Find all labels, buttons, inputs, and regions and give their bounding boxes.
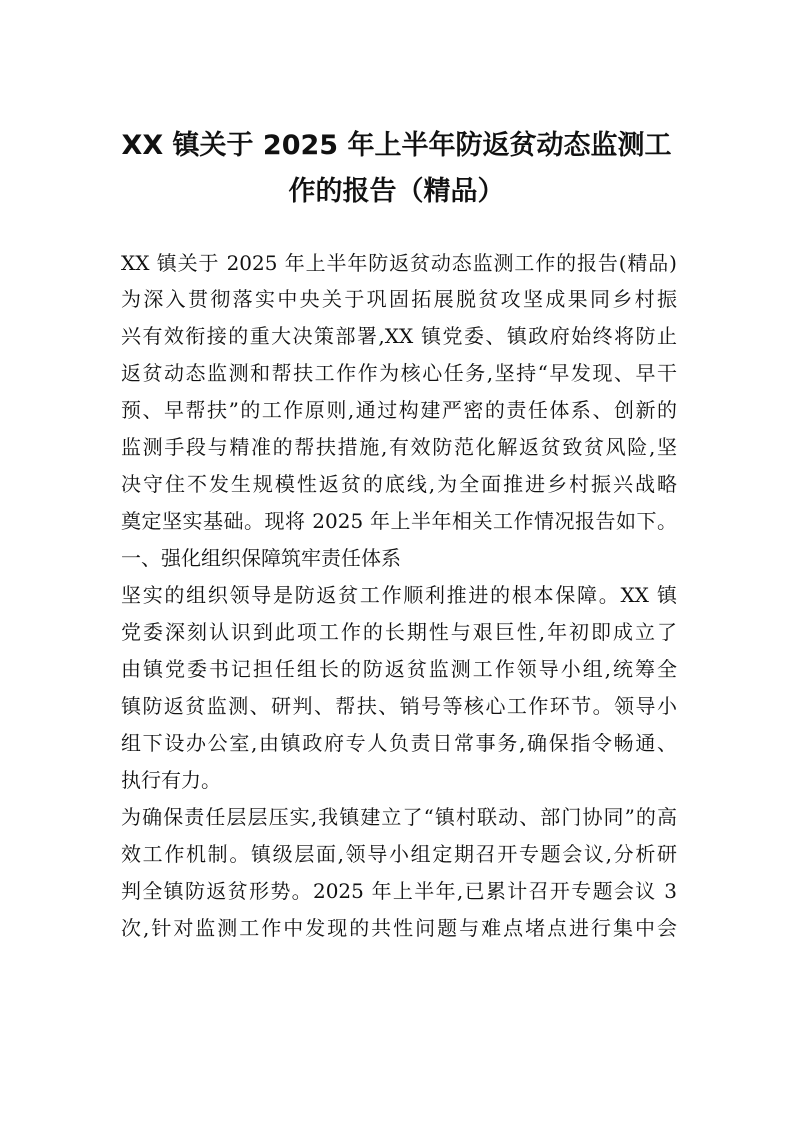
body-line-16: 为确保责任层层压实,我镇建立了“镇村联动、部门协同”的高	[121, 805, 677, 829]
body-line-5: 预、早帮扶”的工作原则,通过构建严密的责任体系、创新的	[121, 398, 677, 422]
section-heading-1: 一、强化组织保障筑牢责任体系	[121, 546, 401, 570]
body-line-10: 坚实的组织领导是防返贫工作顺利推进的根本保障。XX 镇	[121, 583, 677, 607]
document-title-line-1: XX 镇关于 2025 年上半年防返贫动态监测工	[121, 130, 672, 161]
body-line-7: 决守住不发生规模性返贫的底线,为全面推进乡村振兴战略	[121, 472, 677, 496]
body-line-11: 党委深刻认识到此项工作的长期性与艰巨性,年初即成立了	[121, 620, 677, 644]
body-line-14: 组下设办公室,由镇政府专人负责日常事务,确保指令畅通、	[121, 731, 677, 755]
document-title-line-2: 作的报告（精品）	[288, 176, 505, 207]
body-line-2: 为深入贯彻落实中央关于巩固拓展脱贫攻坚成果同乡村振	[121, 287, 677, 311]
body-line-12: 由镇党委书记担任组长的防返贫监测工作领导小组,统筹全	[121, 657, 677, 681]
body-line-6: 监测手段与精准的帮扶措施,有效防范化解返贫致贫风险,坚	[121, 435, 677, 459]
body-line-18: 判全镇防返贫形势。2025 年上半年,已累计召开专题会议 3	[121, 879, 677, 903]
body-line-3: 兴有效衔接的重大决策部署,XX 镇党委、镇政府始终将防止	[121, 324, 677, 348]
body-line-13: 镇防返贫监测、研判、帮扶、销号等核心工作环节。领导小	[121, 694, 677, 718]
body-line-15: 执行有力。	[121, 768, 221, 792]
body-line-4: 返贫动态监测和帮扶工作作为核心任务,坚持“早发现、早干	[121, 361, 677, 385]
body-line-1: XX 镇关于 2025 年上半年防返贫动态监测工作的报告(精品)	[121, 251, 677, 275]
body-line-17: 效工作机制。镇级层面,领导小组定期召开专题会议,分析研	[121, 842, 677, 866]
body-line-19: 次,针对监测工作中发现的共性问题与难点堵点进行集中会	[121, 916, 677, 940]
body-line-8: 奠定坚实基础。现将 2025 年上半年相关工作情况报告如下。	[121, 509, 677, 533]
